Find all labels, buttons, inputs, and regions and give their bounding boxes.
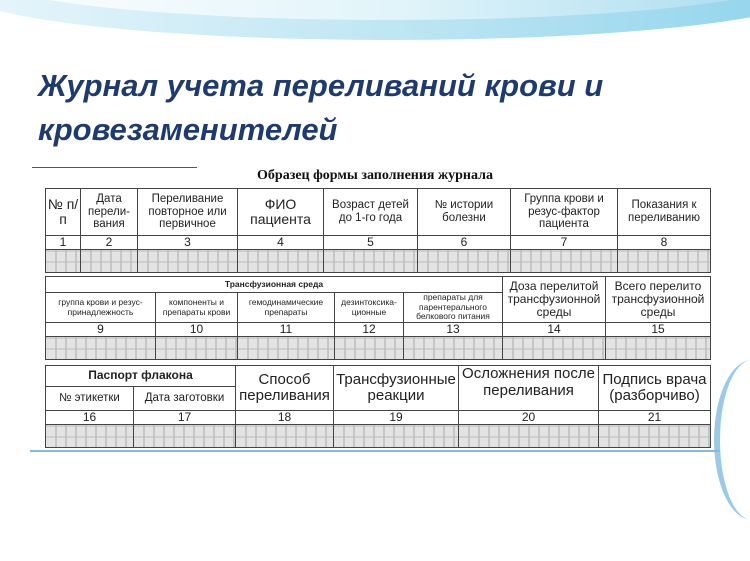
subheader-cell: гемодинамические препараты: [238, 293, 335, 323]
header-cell: Показания к переливанию: [618, 189, 711, 236]
header-cell: Трансфузионные реакции: [334, 366, 459, 411]
column-number: 17: [134, 411, 236, 425]
empty-cell: [81, 250, 138, 273]
column-number: 14: [503, 323, 606, 337]
decorative-wave: [714, 360, 750, 520]
empty-cell: [238, 250, 324, 273]
header-cell: Способ переливания: [236, 366, 334, 411]
column-number: 13: [404, 323, 503, 337]
header-cell: Доза перелитой трансфузионной среды: [503, 277, 606, 323]
group-header: Трансфузионная среда: [46, 277, 503, 293]
journal-table-2: [45, 276, 711, 360]
group-header: Паспорт флакона: [46, 366, 236, 387]
empty-cell: [46, 337, 156, 360]
column-number: 20: [459, 411, 599, 425]
empty-cell: [236, 425, 334, 448]
empty-cell: [238, 337, 335, 360]
empty-cell: [46, 425, 134, 448]
header-cell: № истории болезни: [418, 189, 511, 236]
column-number: 8: [618, 236, 711, 250]
subheader-cell: № этикетки: [46, 387, 134, 411]
header-cell: ФИО пациента: [238, 189, 324, 236]
column-number: 3: [138, 236, 238, 250]
empty-cell: [404, 337, 503, 360]
subheader-cell: препараты для парентерального белкового питания: [404, 293, 503, 323]
column-number: 15: [606, 323, 711, 337]
column-number: 16: [46, 411, 134, 425]
empty-cell: [503, 337, 606, 360]
column-number: 5: [324, 236, 418, 250]
column-number: 9: [46, 323, 156, 337]
form-title: Образец формы заполнения журнала: [257, 168, 493, 183]
subheader-cell: Дата заготовки: [134, 387, 236, 411]
empty-cell: [335, 337, 404, 360]
empty-cell: [46, 250, 81, 273]
header-cell: Группа крови и резус-фактор пациента: [511, 189, 618, 236]
header-cell: Осложнения после переливания: [459, 366, 599, 411]
header-cell: Возраст детей до 1-го года: [324, 189, 418, 236]
header-cell: Переливание повторное или первичное: [138, 189, 238, 236]
empty-cell: [134, 425, 236, 448]
column-number: 7: [511, 236, 618, 250]
empty-cell: [599, 425, 711, 448]
subheader-cell: компоненты и препараты крови: [156, 293, 238, 323]
subheader-cell: группа крови и резус-принадлежность: [46, 293, 156, 323]
header-cell: № п/п: [46, 189, 81, 236]
journal-table-3: [45, 365, 711, 448]
empty-cell: [618, 250, 711, 273]
header-cell: Подпись врача (разборчиво): [599, 366, 711, 411]
header-cell: Всего перелито трансфузионной среды: [606, 277, 711, 323]
column-number: 21: [599, 411, 711, 425]
empty-cell: [138, 250, 238, 273]
column-number: 1: [46, 236, 81, 250]
column-number: 4: [238, 236, 324, 250]
slide-title: Журнал учета переливаний крови и кровезаменителей: [38, 68, 604, 147]
column-number: 10: [156, 323, 238, 337]
column-number: 19: [334, 411, 459, 425]
divider: [30, 450, 720, 452]
column-number: 11: [238, 323, 335, 337]
empty-cell: [418, 250, 511, 273]
column-number: 6: [418, 236, 511, 250]
empty-cell: [511, 250, 618, 273]
empty-cell: [324, 250, 418, 273]
empty-cell: [459, 425, 599, 448]
column-number: 12: [335, 323, 404, 337]
journal-table-1: [45, 188, 711, 273]
empty-cell: [334, 425, 459, 448]
header-cell: Дата перели-вания: [81, 189, 138, 236]
empty-cell: [606, 337, 711, 360]
column-number: 2: [81, 236, 138, 250]
empty-cell: [156, 337, 238, 360]
column-number: 18: [236, 411, 334, 425]
subheader-cell: дезинтоксика-ционные: [335, 293, 404, 323]
